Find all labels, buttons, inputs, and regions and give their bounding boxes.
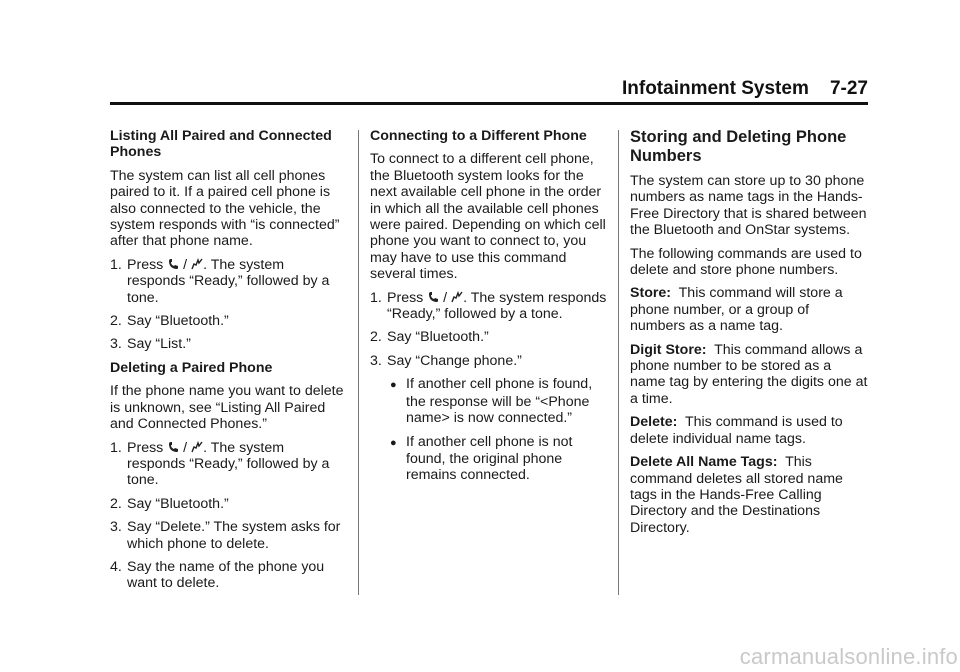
push-to-talk-icon <box>427 291 439 303</box>
step-number: 3. <box>110 336 122 353</box>
command-description: This command allows a phone number to be stored as a name tag by entering the digits one at a time. <box>630 341 868 407</box>
subheading-listing-phones: Listing All Paired and Connected Phones <box>110 128 332 161</box>
column-2 <box>370 128 607 491</box>
step-text: Say “Bluetooth.” <box>127 495 229 512</box>
paragraph: The system can list all cell phones paired to it. If a paired cell phone is also connected to the vehicle, the system responds with “is connected” after that phone name. <box>110 167 340 250</box>
step-number: 1. <box>370 289 382 306</box>
step-separator: / <box>183 439 188 456</box>
step-number: 1. <box>110 439 122 456</box>
command-term: Delete All Name Tags: <box>630 454 778 471</box>
step-text: Say “Change phone.” <box>387 352 522 369</box>
column-divider-1 <box>358 130 359 595</box>
step-number: 3. <box>370 352 382 369</box>
step-separator: / <box>183 256 188 273</box>
header-rule <box>110 102 868 105</box>
watermark: carmanualsonline.info <box>739 644 958 669</box>
list-item <box>370 353 607 369</box>
onstar-voice-icon <box>451 291 463 303</box>
bullet-text: If another cell phone is found, the response will be “<Phone name> is now connected.” <box>406 376 593 427</box>
push-to-talk-icon <box>167 258 179 270</box>
step-number: 2. <box>370 329 382 346</box>
bullet-icon: ● <box>390 379 397 392</box>
step-text: Press <box>127 256 164 273</box>
column-1 <box>110 128 345 599</box>
list-item <box>110 496 345 512</box>
list-item <box>110 313 345 329</box>
command-description: This command is used to delete individual name tags. <box>630 414 843 447</box>
step-number: 2. <box>110 313 122 330</box>
step-text: . The system responds “Ready,” followed by a tone. <box>127 256 330 306</box>
list-item <box>110 519 345 552</box>
page-title: Infotainment System 7-27 <box>621 78 868 99</box>
subheading-deleting-phone: Deleting a Paired Phone <box>110 359 273 376</box>
step-text: Say “Delete.” The system asks for which phone to delete. <box>127 519 341 552</box>
step-text: Say the name of the phone you want to delete. <box>127 558 325 592</box>
bullet-item <box>390 434 607 484</box>
push-to-talk-icon <box>167 441 179 453</box>
list-item <box>110 336 345 352</box>
step-text: Say “Bluetooth.” <box>387 329 489 346</box>
command-term: Delete: <box>630 414 678 431</box>
onstar-voice-icon <box>191 258 203 270</box>
paragraph: The system can store up to 30 phone numbers as name tags in the Hands-Free Directory that is shared between the Bluetooth and OnStar systems. <box>630 173 867 239</box>
paragraph: The following commands are used to delete and store phone numbers. <box>630 245 862 279</box>
command-term: Store: <box>630 285 671 302</box>
onstar-voice-icon <box>191 441 203 453</box>
bullet-item <box>390 376 607 426</box>
step-text: Press <box>127 439 164 456</box>
command-description: This command deletes all stored name tags in the Hands-Free Calling Directory and the Destinations Directory. <box>630 454 843 536</box>
command-definition <box>630 414 868 447</box>
step-number: 2. <box>110 495 122 512</box>
list-item <box>110 257 345 306</box>
bullet-text: If another cell phone is not found, the original phone remains connected. <box>406 433 573 484</box>
step-number: 1. <box>110 256 122 273</box>
step-text: . The system responds “Ready,” followed by a tone. <box>127 439 330 489</box>
list-item <box>110 559 345 592</box>
list-item <box>110 440 345 489</box>
column-divider-2 <box>618 130 619 595</box>
step-number: 3. <box>110 519 122 536</box>
command-definition <box>630 454 868 536</box>
paragraph: If the phone name you want to delete is unknown, see “Listing All Paired and Connected Phones.” <box>110 383 344 433</box>
section-heading-storing-deleting: Storing and Deleting Phone Numbers <box>630 128 847 165</box>
step-text: . The system responds “Ready,” followed by a tone. <box>387 289 607 323</box>
command-definition <box>630 285 868 334</box>
step-number: 4. <box>110 558 122 575</box>
step-text: Say “Bluetooth.” <box>127 313 229 330</box>
paragraph: To connect to a different cell phone, the Bluetooth system looks for the next available cell phone in the order in which all the available cell phones were paired. Depending on which cell phone you want to connect to, you may have to use this command several times. <box>370 151 606 283</box>
command-term: Digit Store: <box>630 341 707 358</box>
list-item <box>370 329 607 345</box>
step-text: Press <box>387 289 424 306</box>
step-separator: / <box>443 289 448 306</box>
step-text: Say “List.” <box>127 336 191 353</box>
bullet-icon: ● <box>390 436 397 449</box>
subheading-connecting-phone: Connecting to a Different Phone <box>370 128 587 144</box>
command-definition <box>630 342 868 408</box>
column-3 <box>630 128 868 543</box>
command-description: This command will store a phone number, or a group of numbers as a name tag. <box>630 285 843 335</box>
list-item <box>370 290 607 323</box>
